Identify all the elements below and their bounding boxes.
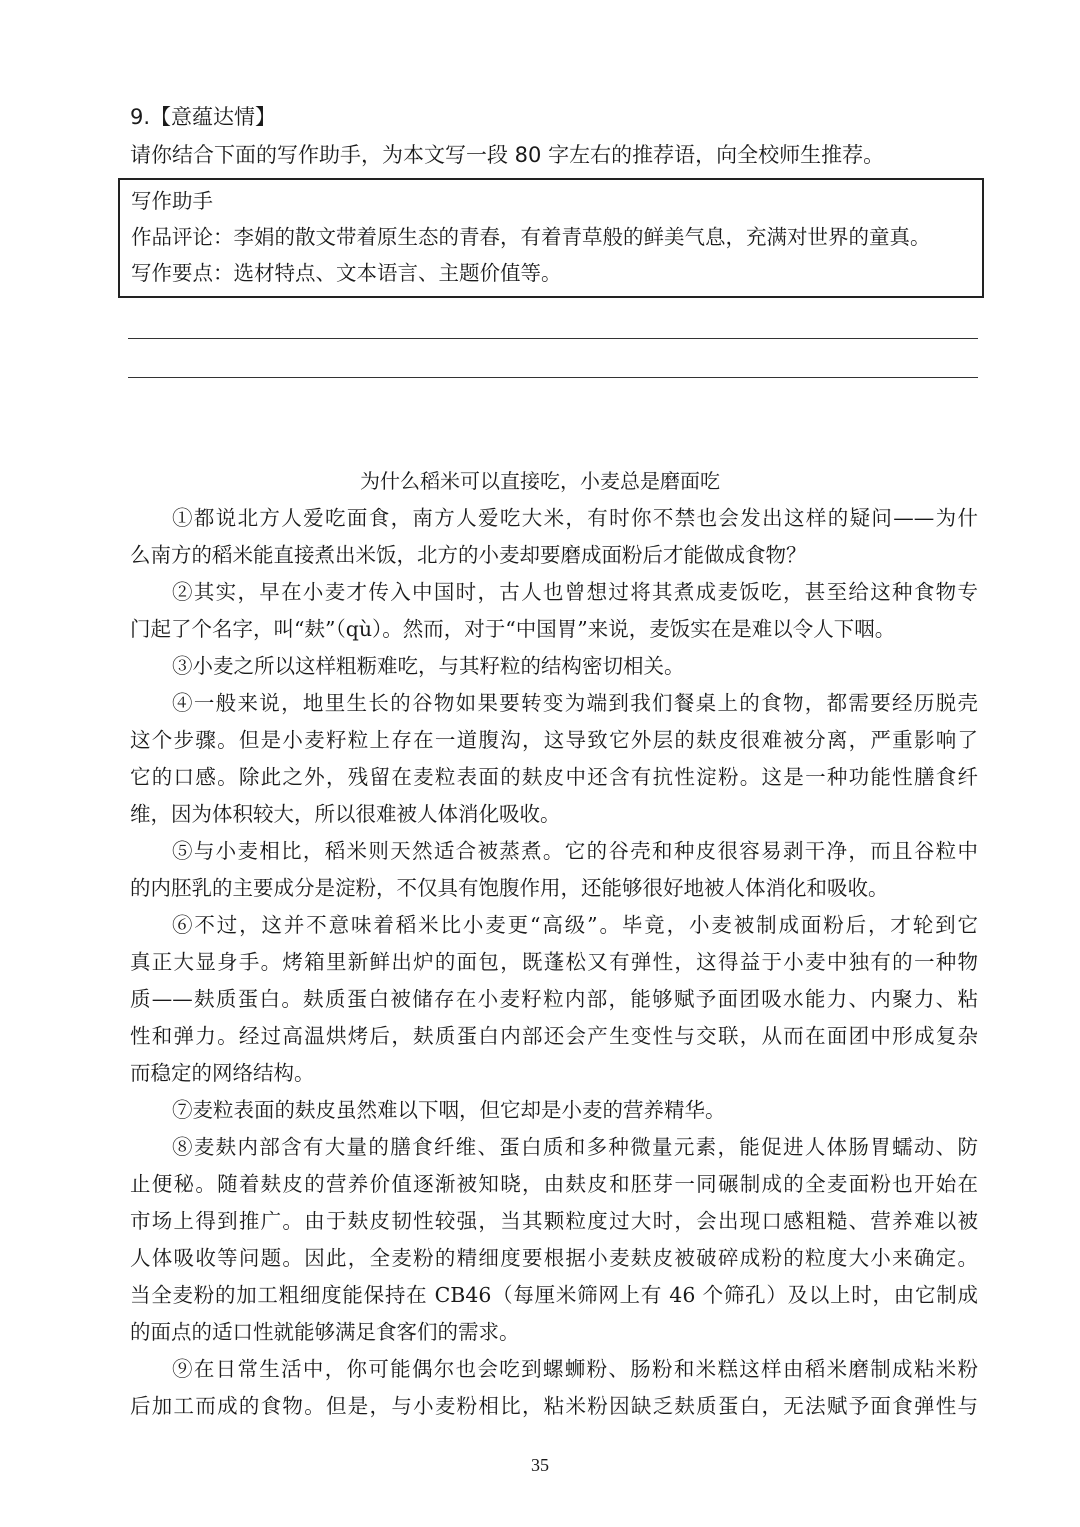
article-line: 么南方的稻米能直接煮出米饭，北方的小麦却要磨成面粉后才能做成食物？ <box>130 543 807 567</box>
article-line: 这个步骤。但是小麦籽粒上存在一道腹沟，这导致它外层的麸皮很难被分离，严重影响了 <box>130 728 978 752</box>
article-title: 为什么稻米可以直接吃，小麦总是磨面吃 <box>360 469 720 493</box>
article-line: ③小麦之所以这样粗粝难吃，与其籽粒的结构密切相关。 <box>172 654 685 678</box>
article-line: ①都说北方人爱吃面食，南方人爱吃大米，有时你不禁也会发出这样的疑问——为什 <box>172 506 978 530</box>
article-line: ⑥不过，这并不意味着稻米比小麦更“高级”。毕竟，小麦被制成面粉后，才轮到它 <box>172 913 978 937</box>
article-line: 而稳定的网络结构。 <box>130 1061 315 1085</box>
article-line: ②其实，早在小麦才传入中国时，古人也曾想过将其煮成麦饭吃，甚至给这种食物专 <box>172 580 978 604</box>
article-line: 真正大显身手。烤箱里新鲜出炉的面包，既蓬松又有弹性，这得益于小麦中独有的一种物 <box>130 950 978 974</box>
helper-points: 写作要点：选材特点、文本语言、主题价值等。 <box>131 261 562 285</box>
helper-heading: 写作助手 <box>131 189 213 213</box>
article-line: 的面点的适口性就能够满足食客们的需求。 <box>130 1320 520 1344</box>
article-line: 后加工而成的食物。但是，与小麦粉相比，粘米粉因缺乏麸质蛋白，无法赋予面食弹性与 <box>130 1394 978 1418</box>
article-line: 它的口感。除此之外，残留在麦粒表面的麸皮中还含有抗性淀粉。这是一种功能性膳食纤 <box>130 765 978 789</box>
helper-review: 作品评论：李娟的散文带着原生态的青春，有着青草般的鲜美气息，充满对世界的童真。 <box>131 225 931 249</box>
article-line: 止便秘。随着麸皮的营养价值逐渐被知晓，由麸皮和胚芽一同碾制成的全麦面粉也开始在 <box>130 1172 978 1196</box>
answer-line-1[interactable] <box>128 338 978 339</box>
article-line: 市场上得到推广。由于麸皮韧性较强，当其颗粒度过大时，会出现口感粗糙、营养难以被 <box>130 1209 978 1233</box>
question-title: 9.【意蕴达情】 <box>130 105 277 129</box>
article-line: ⑨在日常生活中，你可能偶尔也会吃到螺蛳粉、肠粉和米糕这样由稻米磨制成粘米粉 <box>172 1357 978 1381</box>
article-line: ⑦麦粒表面的麸皮虽然难以下咽，但它却是小麦的营养精华。 <box>172 1098 726 1122</box>
article-line: ⑤与小麦相比，稻米则天然适合被蒸煮。它的谷壳和种皮很容易剥干净，而且谷粒中 <box>172 839 978 863</box>
question-prompt: 请你结合下面的写作助手，为本文写一段 80 字左右的推荐语，向全校师生推荐。 <box>130 143 885 167</box>
article-line: 当全麦粉的加工粗细度能保持在 CB46（每厘米筛网上有 46 个筛孔）及以上时，由它制成 <box>130 1283 978 1307</box>
article-line: 维，因为体积较大，所以很难被人体消化吸收。 <box>130 802 561 826</box>
answer-line-2[interactable] <box>128 377 978 378</box>
article-line: 质——麸质蛋白。麸质蛋白被储存在小麦籽粒内部，能够赋予面团吸水能力、内聚力、粘 <box>130 987 978 1011</box>
article-line: 的内胚乳的主要成分是淀粉，不仅具有饱腹作用，还能够很好地被人体消化和吸收。 <box>130 876 889 900</box>
writing-helper-box <box>118 178 984 298</box>
article-line: ④一般来说，地里生长的谷物如果要转变为端到我们餐桌上的食物，都需要经历脱壳 <box>172 691 978 715</box>
article-line: 性和弹力。经过高温烘烤后，麸质蛋白内部还会产生变性与交联，从而在面团中形成复杂 <box>130 1024 978 1048</box>
article-line: 人体吸收等问题。因此，全麦粉的精细度要根据小麦麸皮被破碎成粉的粒度大小来确定。 <box>130 1246 978 1270</box>
page-number: 35 <box>531 1455 549 1475</box>
article-line: ⑧麦麸内部含有大量的膳食纤维、蛋白质和多种微量元素，能促进人体肠胃蠕动、防 <box>172 1135 978 1159</box>
article-line: 门起了个名字，叫“麸”（qù）。然而，对于“中国胃”来说，麦饭实在是难以令人下咽。 <box>130 617 896 641</box>
